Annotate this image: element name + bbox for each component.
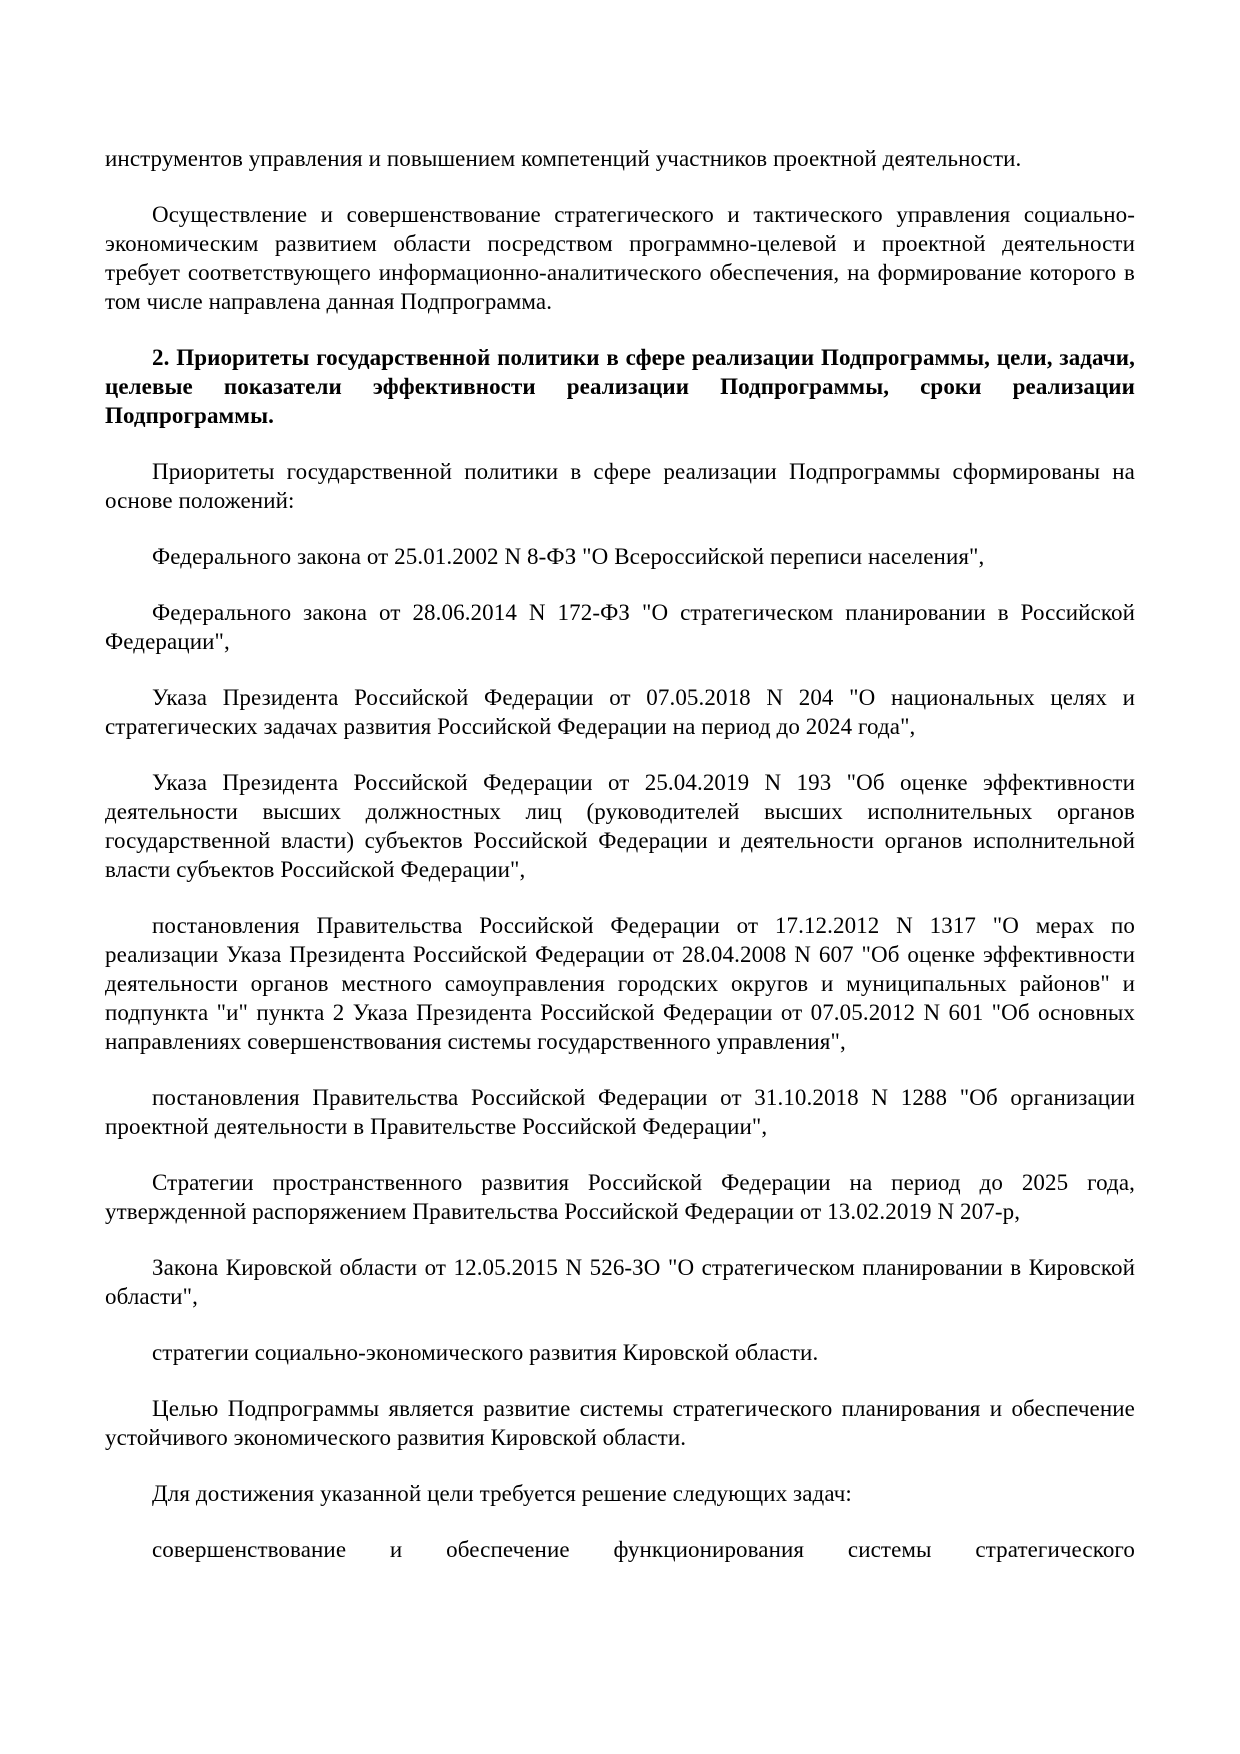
paragraph: Федерального закона от 25.01.2002 N 8-ФЗ "О Всероссийской переписи населения",: [152, 544, 985, 569]
document-body: [105, 144, 1135, 1564]
paragraph: Приоритеты государственной политики в сфере реализации Подпрограммы сформированы на основе положений:: [105, 459, 1135, 513]
paragraph: инструментов управления и повышением компетенций участников проектной деятельности.: [105, 146, 1022, 171]
paragraph: Стратегии пространственного развития Российской Федерации на период до 2025 года, утвержденной распоряжением Правительства Российской Федерации от 13.02.2019 N 207-р,: [105, 1170, 1135, 1224]
paragraph: постановления Правительства Российской Федерации от 31.10.2018 N 1288 "Об организации проектной деятельности в Правительстве Российской Федерации",: [105, 1085, 1135, 1139]
paragraph: стратегии социально-экономического развития Кировской области.: [152, 1340, 819, 1365]
paragraph: Указа Президента Российской Федерации от 25.04.2019 N 193 "Об оценке эффективности деятельности высших должностных лиц (руководителей высших исполнительных органов государственной власти) субъектов Российской Федерации и деятельности органов исполнительной власти субъектов Российской Федерации",: [105, 770, 1135, 882]
paragraph: Федерального закона от 28.06.2014 N 172-ФЗ "О стратегическом планировании в Российской Федерации",: [105, 600, 1135, 654]
paragraph: Осуществление и совершенствование стратегического и тактического управления социально-экономическим развитием области посредством программно-целевой и проектной деятельности требует соответствующего информационно-аналитического обеспечения, на формирование которого в том числе направлена данная Подпрограмма.: [105, 202, 1135, 314]
paragraph: Закона Кировской области от 12.05.2015 N 526-ЗО "О стратегическом планировании в Кировской области",: [105, 1255, 1135, 1309]
paragraph: постановления Правительства Российской Федерации от 17.12.2012 N 1317 "О мерах по реализации Указа Президента Российской Федерации от 28.04.2008 N 607 "Об оценке эффективности деятельности органов местного самоуправления городских округов и муниципальных районов" и подпункта "и" пункта 2 Указа Президента Российской Федерации от 07.05.2012 N 601 "Об основных направлениях совершенствования системы государственного управления",: [105, 913, 1135, 1054]
paragraph: совершенствование и обеспечение функционирования системы стратегического: [152, 1537, 1135, 1562]
paragraph: Указа Президента Российской Федерации от 07.05.2018 N 204 "О национальных целях и стратегических задачах развития Российской Федерации на период до 2024 года",: [105, 685, 1135, 739]
paragraph: Для достижения указанной цели требуется решение следующих задач:: [152, 1481, 852, 1506]
section-heading: 2. Приоритеты государственной политики в сфере реализации Подпрограммы, цели, задачи, целевые показатели эффективности реализации Подпрограммы, сроки реализации Подпрограммы.: [105, 345, 1135, 428]
paragraph: Целью Подпрограммы является развитие системы стратегического планирования и обеспечение устойчивого экономического развития Кировской области.: [105, 1396, 1135, 1450]
